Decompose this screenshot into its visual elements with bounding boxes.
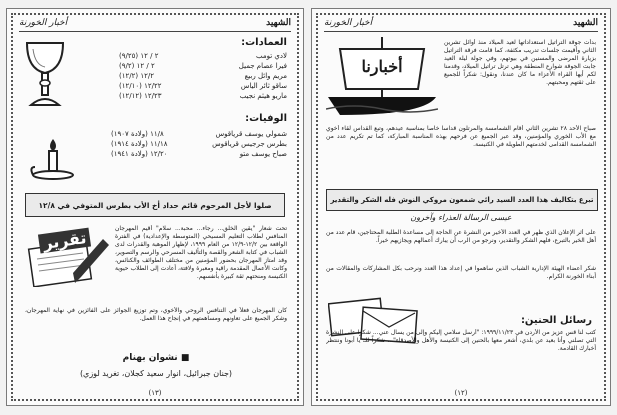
right-header — [324, 15, 598, 32]
report-label: تقرير — [38, 228, 92, 254]
right-page — [311, 8, 611, 406]
page-number: (١٣) — [148, 389, 162, 397]
header-section: أخبار الخورنة — [19, 18, 68, 28]
news-banner — [326, 35, 438, 117]
camera-icon: ■ — [177, 353, 190, 363]
header-magazine: الشهيد — [266, 18, 291, 28]
body-text: صباح الأحد ٢٨ تشرين الثاني أقام الشمامسة والمرتلون قداساً خاصاً بمناسبة عيدهم، وتبع القداس لقاء أخوي مع الأب الخوري والمؤمنين، وقد عبر الجميع عن فرحهم بهذه المناسبة المباركة، كما تم تكريم عدد من الشمامسة القدامى لخدمتهم الطويلة في الكنيسة. — [326, 125, 596, 148]
highlight-box: تبرع بتكاليف هذا العدد السيد رائي شمعون مروكي النوش فله الشكر والتقدير — [326, 189, 598, 211]
banner-title: أخبارنا — [361, 57, 403, 76]
prayer-box: صلوا لأجل المرحوم قائم حداد أخ الأب بطرس المتوفي في ١٢/٨ — [25, 193, 285, 217]
list-item: صباح يوسف متو ١٢/٢٠ (ولادة ١٩٤١) — [111, 150, 287, 158]
community-text: على أثر الإعلان الذي ظهر في العدد الأخير من النشرة عن الحاجة إلى مساعدة الطلبة المحتاجين، قام عدد من أهل الخير بالتبرع، فلهم الشكر والتقدير، ونرجو من الرب أن يبارك أعمالهم ويجازيهم خيراً. — [326, 229, 596, 244]
left-page — [6, 8, 304, 406]
list-item: ساقو ثائر الياس ١٢/٢٢ (١٢/١٠) — [119, 82, 287, 90]
credits-title — [25, 353, 287, 363]
deaths-list — [111, 129, 287, 159]
baptisms-list — [119, 51, 287, 101]
closing-text: كان المهرجان فعلاً في التنافس الروحي والأخوي، وتم توزيع الجوائز على الفائزين في نهاية المهرجان، وشكر الجميع على تعاونهم ومساهمتهم في إنجاح هذا العمل. — [25, 307, 287, 322]
list-item: بطرس جرجيس قرياقوس ١١/١٨ (ولادة ١٩١٤) — [111, 140, 287, 148]
letters-title: رسائل الحنين: — [520, 315, 592, 326]
header-section: أخبار الخورنة — [324, 18, 373, 28]
report-image — [25, 225, 111, 287]
header-magazine: الشهيد — [573, 18, 598, 28]
list-item: لادي تومب ٢ / ١٢ (٩/٢٥) — [119, 52, 287, 60]
list-item: ماريو هيثم نجيب ١٢/٢٣ (١٢/١٢) — [119, 92, 287, 100]
credits-names: (جنان جبرائيل، انوار سعيد كجلان، تغريد لوزي) — [79, 369, 233, 378]
activity-text: تحت شعار "يقين الخلق... رجاء... محبة... سلام" أقيم المهرجان المنافس لطلاب التعليم المسيحي (المتوسطة والإعدادية) في الفترة الواقعة بين ١٢/٢-١٢/٩ من العام ١٩٩٩، لإظهار الموهبة والقدرات لدى الشباب في كتابة الشعر والقصة والتأليف المسرحي والرسم والتصوير، وقد امتاز المهرجان بحضور المؤمنين من مختلف الطوائف والكنائس، وكانت الأعمال المقدمة راقية ومعبرة ولافتة، أعادت إلى الطلاب حيوية الكنيسة ومنحتهم ثقة كبيرة بأنفسهم. — [115, 225, 287, 280]
left-header — [19, 15, 291, 32]
baptisms-title: العمادات: — [241, 37, 287, 48]
page-number: (١٢) — [454, 389, 468, 397]
list-item: شمولي يوسف قرياقوس ١١/٨ (ولادة ١٩٠٧) — [111, 130, 287, 138]
credits-title-text: نشوان بهنام — [122, 353, 178, 363]
list-item: فيرا عصام جميل ٢ / ١٢ (٩/٢) — [119, 62, 287, 70]
appeal-text: شكر أعضاء الهيئة الإدارية الشباب الذين ساهموا في إعداد هذا العدد ونرحب بكل المشاركات والمقالات من أبناء الخورنة الكرام. — [326, 265, 596, 280]
chalice-icon — [23, 39, 67, 109]
list-item: مريم وائل ربيع ١٢/٢ (١٢/٢) — [119, 72, 287, 80]
ship-icon — [326, 35, 438, 117]
candle-icon — [29, 137, 75, 181]
signature: عيسى الرسالة العذراء وآخرون — [410, 213, 512, 222]
deaths-title: الوفيات: — [245, 113, 287, 124]
letters-text: كتب لنا قس عزيز من الأردن في ١٩٩٩/١١/٢٣: "أرسل سلامي إليكم وإلى من يسأل عني... شكراً على النشرة التي تصلني وأنا بعيد عن بلدي، أشعر معها بالحنين إلى الكنيسة والأهل والأصدقاء"... شكراً لك يا أبونا وننتظر أخبارك القادمة. — [326, 329, 596, 352]
intro-text: بدأت جوقة التراتيل استعداداتها لعيد الميلاد منذ أوائل تشرين الثاني وأقيمت جلسات تدريب مكثفة، كما قامت فرقة التراتيل بزيارة المرضى والمسنين في بيوتهم، وفي جولة ليلة العيد جابت الجوقة شوارع المنطقة وهي ترتل تراتيل الميلاد، وقدمنا لكم أيها القراء الأعزاء ما كان عندنا، ونقول: شكراً للجميع على ثقتهم ومحبتهم. — [444, 39, 596, 86]
